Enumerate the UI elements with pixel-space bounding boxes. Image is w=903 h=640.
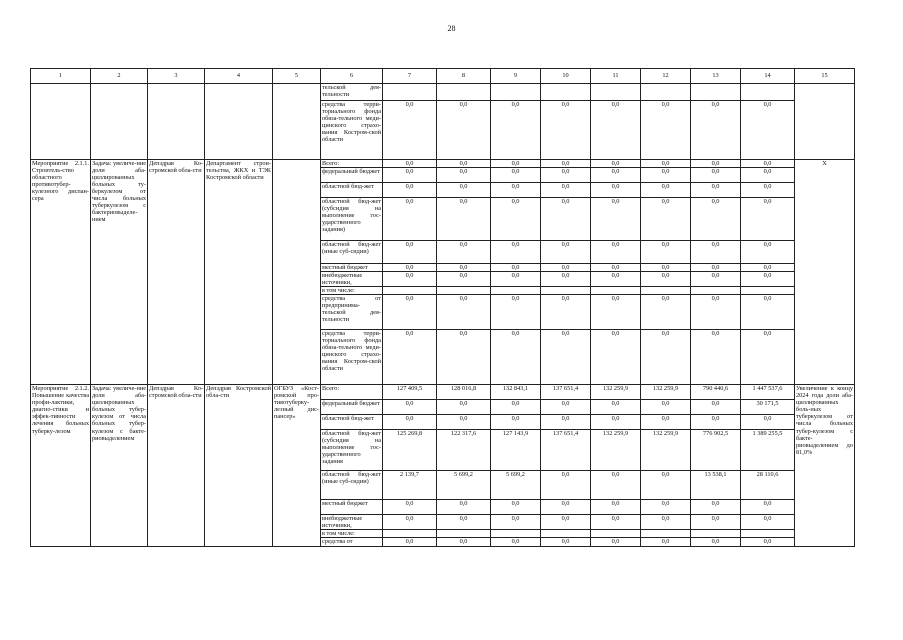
amount-cell: 0,0 [741, 272, 795, 287]
amount-cell [541, 287, 591, 295]
amount-cell: 1 389 255,5 [741, 430, 795, 471]
amount-cell: 0,0 [641, 241, 691, 264]
column-header: 2 [91, 69, 148, 84]
amount-cell [641, 530, 691, 538]
amount-cell: 2 139,7 [383, 471, 437, 500]
amount-cell: 0,0 [691, 538, 741, 547]
target-indicator: X [795, 160, 855, 385]
amount-cell: 0,0 [491, 101, 541, 160]
amount-cell: 0,0 [591, 101, 641, 160]
column-header: 12 [641, 69, 691, 84]
amount-cell: 28 110,6 [741, 471, 795, 500]
amount-cell: 0,0 [491, 515, 541, 530]
amount-cell: 0,0 [691, 160, 741, 168]
funding-source: Всего: [321, 385, 383, 400]
amount-cell: 0,0 [437, 400, 491, 415]
amount-cell [437, 530, 491, 538]
amount-cell: 0,0 [541, 415, 591, 430]
amount-cell: 0,0 [491, 538, 541, 547]
funding-source: внебюджетные источники, [321, 515, 383, 530]
program-table [30, 68, 855, 547]
amount-cell [541, 530, 591, 538]
amount-cell: 137 651,4 [541, 430, 591, 471]
amount-cell: 0,0 [383, 295, 437, 330]
amount-cell: 0,0 [437, 183, 491, 198]
amount-cell: 0,0 [641, 538, 691, 547]
amount-cell: 0,0 [591, 183, 641, 198]
amount-cell: 0,0 [437, 538, 491, 547]
amount-cell: 0,0 [383, 400, 437, 415]
funding-source: областной бюд-жет [321, 415, 383, 430]
funding-source: федеральный бюджет [321, 400, 383, 415]
amount-cell: 5 699,2 [437, 471, 491, 500]
funding-source: областной бюд-жет (субсидия на выполнение гос-ударственного задания [321, 430, 383, 471]
amount-cell: 0,0 [591, 295, 641, 330]
amount-cell: 0,0 [741, 168, 795, 183]
funding-source: федеральный бюджет [321, 168, 383, 183]
amount-cell: 0,0 [491, 295, 541, 330]
amount-cell: 0,0 [691, 400, 741, 415]
amount-cell: 0,0 [591, 168, 641, 183]
amount-cell: 0,0 [437, 515, 491, 530]
column-header: 3 [148, 69, 205, 84]
amount-cell: 30 171,5 [741, 400, 795, 415]
amount-cell: 0,0 [437, 264, 491, 272]
empty-cell [205, 84, 273, 160]
amount-cell: 0,0 [541, 471, 591, 500]
amount-cell: 0,0 [741, 160, 795, 168]
amount-cell: 0,0 [741, 183, 795, 198]
amount-cell [591, 287, 641, 295]
amount-cell: 0,0 [591, 160, 641, 168]
amount-cell: 0,0 [741, 500, 795, 515]
amount-cell: 0,0 [641, 415, 691, 430]
amount-cell: 0,0 [383, 538, 437, 547]
amount-cell: 127 143,9 [491, 430, 541, 471]
amount-cell: 776 902,5 [691, 430, 741, 471]
funding-source: областной бюд-жет (субсидия на выполнение гос-ударственного задания) [321, 198, 383, 241]
amount-cell: 0,0 [541, 515, 591, 530]
amount-cell: 0,0 [741, 198, 795, 241]
amount-cell: 0,0 [437, 500, 491, 515]
funding-source: местный бюджет [321, 500, 383, 515]
funding-source: внебюджетные источники, [321, 272, 383, 287]
column-header: 13 [691, 69, 741, 84]
amount-cell: 132 259,9 [591, 430, 641, 471]
empty-cell [795, 84, 855, 160]
amount-cell: 0,0 [383, 183, 437, 198]
empty-cell [148, 84, 205, 160]
column-header: 5 [273, 69, 321, 84]
amount-cell: 0,0 [383, 198, 437, 241]
amount-cell: 0,0 [383, 160, 437, 168]
amount-cell [491, 530, 541, 538]
amount-cell: 0,0 [491, 415, 541, 430]
empty-cell [91, 84, 148, 160]
amount-cell: 0,0 [591, 500, 641, 515]
amount-cell [591, 530, 641, 538]
amount-cell: 0,0 [437, 272, 491, 287]
amount-cell: 0,0 [591, 241, 641, 264]
amount-cell: 0,0 [491, 500, 541, 515]
amount-cell: 0,0 [383, 168, 437, 183]
amount-cell: 0,0 [691, 264, 741, 272]
amount-cell: 0,0 [591, 415, 641, 430]
column-header: 4 [205, 69, 273, 84]
amount-cell: 0,0 [741, 241, 795, 264]
amount-cell: 0,0 [641, 295, 691, 330]
empty-cell [541, 84, 591, 101]
amount-cell: 0,0 [691, 515, 741, 530]
amount-cell [741, 287, 795, 295]
table-row [31, 160, 855, 168]
amount-cell: 0,0 [437, 415, 491, 430]
empty-cell [273, 84, 321, 160]
funding-source: средства от [321, 538, 383, 547]
amount-cell: 0,0 [641, 264, 691, 272]
participant [273, 160, 321, 385]
funding-source: Всего: [321, 160, 383, 168]
amount-cell: 0,0 [591, 264, 641, 272]
amount-cell: 0,0 [491, 241, 541, 264]
amount-cell: 0,0 [383, 500, 437, 515]
amount-cell: 0,0 [383, 515, 437, 530]
amount-cell: 0,0 [541, 198, 591, 241]
amount-cell: 13 538,1 [691, 471, 741, 500]
funding-source: областной бюд-жет [321, 183, 383, 198]
amount-cell: 0,0 [741, 101, 795, 160]
amount-cell: 0,0 [591, 272, 641, 287]
empty-cell [491, 84, 541, 101]
empty-cell [31, 84, 91, 160]
column-header: 14 [741, 69, 795, 84]
amount-cell: 0,0 [641, 101, 691, 160]
participant: ОГБУЗ «Кост-ромской про-тивотуберку-лезный дис-пансер» [273, 385, 321, 547]
amount-cell: 0,0 [541, 264, 591, 272]
funding-source: местный бюджет [321, 264, 383, 272]
amount-cell [383, 530, 437, 538]
column-header: 1 [31, 69, 91, 84]
amount-cell: 0,0 [741, 330, 795, 385]
target-indicator: Увеличение к концу 2024 года доли аба-циллированных боль-ных туберкулезом от числа больных тубер-кулезом с бакте-риовыделением до 81,0% [795, 385, 855, 547]
amount-cell: 0,0 [491, 183, 541, 198]
amount-cell: 0,0 [491, 400, 541, 415]
amount-cell: 0,0 [691, 500, 741, 515]
amount-cell [691, 287, 741, 295]
table-row [31, 385, 855, 400]
co-executor: Департамент строи-тельства, ЖКХ и ТЭК Костромской области [205, 160, 273, 385]
amount-cell: 0,0 [541, 168, 591, 183]
measure-name: Мероприятие 2.1.1. Строитель-ство областного противотубер-кулезного диспан-сера [31, 160, 91, 385]
column-header: 7 [383, 69, 437, 84]
amount-cell: 0,0 [383, 264, 437, 272]
amount-cell: 5 699,2 [491, 471, 541, 500]
amount-cell: 0,0 [591, 198, 641, 241]
amount-cell: 1 447 537,6 [741, 385, 795, 400]
amount-cell: 0,0 [691, 415, 741, 430]
amount-cell [491, 287, 541, 295]
amount-cell: 0,0 [691, 183, 741, 198]
amount-cell: 0,0 [591, 471, 641, 500]
amount-cell: 132 259,9 [641, 430, 691, 471]
measure-name: Мероприятие 2.1.2. Повышение качества профи-лактики, диагно-стики и эффек-тивности лечения больных туберку-лезом [31, 385, 91, 547]
amount-cell: 0,0 [641, 500, 691, 515]
amount-cell: 0,0 [641, 471, 691, 500]
amount-cell: 0,0 [541, 330, 591, 385]
funding-source: тельской дея-тельности [321, 84, 383, 101]
amount-cell: 132 259,9 [591, 385, 641, 400]
amount-cell: 0,0 [641, 183, 691, 198]
amount-cell: 0,0 [641, 160, 691, 168]
empty-cell [641, 84, 691, 101]
amount-cell: 0,0 [591, 400, 641, 415]
amount-cell: 132 259,9 [641, 385, 691, 400]
amount-cell: 128 016,8 [437, 385, 491, 400]
co-executor: Депздрав Костромской обла-сти [205, 385, 273, 547]
amount-cell: 0,0 [383, 241, 437, 264]
column-header: 6 [321, 69, 383, 84]
funding-source: средства терри-ториального фонда обяза-тельного меди-цинского страхо-вания Костром-ской области [321, 101, 383, 160]
amount-cell: 127 409,5 [383, 385, 437, 400]
amount-cell: 0,0 [691, 241, 741, 264]
amount-cell: 0,0 [437, 295, 491, 330]
amount-cell: 0,0 [691, 198, 741, 241]
amount-cell: 0,0 [691, 330, 741, 385]
header-row [31, 69, 855, 84]
amount-cell: 0,0 [591, 538, 641, 547]
amount-cell [741, 530, 795, 538]
amount-cell: 0,0 [691, 295, 741, 330]
amount-cell: 125 269,8 [383, 430, 437, 471]
amount-cell: 0,0 [491, 168, 541, 183]
amount-cell: 0,0 [641, 198, 691, 241]
amount-cell: 0,0 [541, 272, 591, 287]
amount-cell: 0,0 [541, 400, 591, 415]
empty-cell [383, 84, 437, 101]
column-header: 11 [591, 69, 641, 84]
responsible-executor: Депздрав Ко-стромской обла-сти [148, 160, 205, 385]
table-row [31, 84, 855, 101]
funding-source: средства терри-ториального фонда обяза-тельного меди-цинского страхо-вания Костром-ской области [321, 330, 383, 385]
column-header: 10 [541, 69, 591, 84]
funding-source: средства от предпринима-тельской дея-тельности [321, 295, 383, 330]
amount-cell: 0,0 [641, 515, 691, 530]
empty-cell [437, 84, 491, 101]
amount-cell: 0,0 [741, 295, 795, 330]
amount-cell: 0,0 [437, 198, 491, 241]
column-header: 15 [795, 69, 855, 84]
amount-cell [437, 287, 491, 295]
column-header: 9 [491, 69, 541, 84]
amount-cell: 0,0 [641, 168, 691, 183]
amount-cell: 0,0 [383, 272, 437, 287]
empty-cell [741, 84, 795, 101]
amount-cell: 0,0 [641, 330, 691, 385]
amount-cell: 0,0 [741, 264, 795, 272]
amount-cell: 0,0 [541, 183, 591, 198]
amount-cell: 0,0 [741, 515, 795, 530]
amount-cell: 0,0 [541, 538, 591, 547]
amount-cell: 137 651,4 [541, 385, 591, 400]
empty-cell [691, 84, 741, 101]
amount-cell: 0,0 [541, 241, 591, 264]
amount-cell: 0,0 [437, 330, 491, 385]
amount-cell: 0,0 [541, 295, 591, 330]
amount-cell: 0,0 [541, 160, 591, 168]
amount-cell: 0,0 [641, 400, 691, 415]
amount-cell: 0,0 [741, 415, 795, 430]
amount-cell: 0,0 [691, 272, 741, 287]
amount-cell: 0,0 [437, 168, 491, 183]
amount-cell: 122 317,6 [437, 430, 491, 471]
amount-cell: 0,0 [491, 264, 541, 272]
amount-cell: 0,0 [691, 168, 741, 183]
amount-cell: 0,0 [641, 272, 691, 287]
amount-cell: 0,0 [491, 160, 541, 168]
amount-cell: 132 843,1 [491, 385, 541, 400]
amount-cell: 790 440,6 [691, 385, 741, 400]
funding-source: областной бюд-жет (иные суб-сидии) [321, 471, 383, 500]
amount-cell [641, 287, 691, 295]
funding-source: в том числе: [321, 287, 383, 295]
amount-cell: 0,0 [437, 101, 491, 160]
table-body [31, 69, 855, 547]
amount-cell: 0,0 [491, 198, 541, 241]
amount-cell: 0,0 [691, 101, 741, 160]
amount-cell: 0,0 [383, 415, 437, 430]
amount-cell: 0,0 [491, 330, 541, 385]
amount-cell: 0,0 [541, 101, 591, 160]
column-header: 8 [437, 69, 491, 84]
responsible-executor: Депздрав Ко-стромской обла-сти [148, 385, 205, 547]
amount-cell: 0,0 [383, 330, 437, 385]
funding-source: областной бюд-жет (иные суб-сидии) [321, 241, 383, 264]
amount-cell: 0,0 [741, 538, 795, 547]
amount-cell: 0,0 [437, 241, 491, 264]
funding-source: в том числе: [321, 530, 383, 538]
amount-cell: 0,0 [591, 515, 641, 530]
empty-cell [591, 84, 641, 101]
measure-task: Задача: увеличе-ние доли аба-циллированных больных тубер-кулезом от числа больных тубер-кулезом с бакте-риовыделением [91, 385, 148, 547]
measure-task: Задача: увеличе-ние доли аба-циллированных больных ту-беркулезом от числа больных туберкулезом с бактериовыделе-нием [91, 160, 148, 385]
amount-cell [691, 530, 741, 538]
amount-cell [383, 287, 437, 295]
amount-cell: 0,0 [541, 500, 591, 515]
amount-cell: 0,0 [437, 160, 491, 168]
amount-cell: 0,0 [383, 101, 437, 160]
amount-cell: 0,0 [591, 330, 641, 385]
page-number: 28 [447, 24, 456, 33]
amount-cell: 0,0 [491, 272, 541, 287]
